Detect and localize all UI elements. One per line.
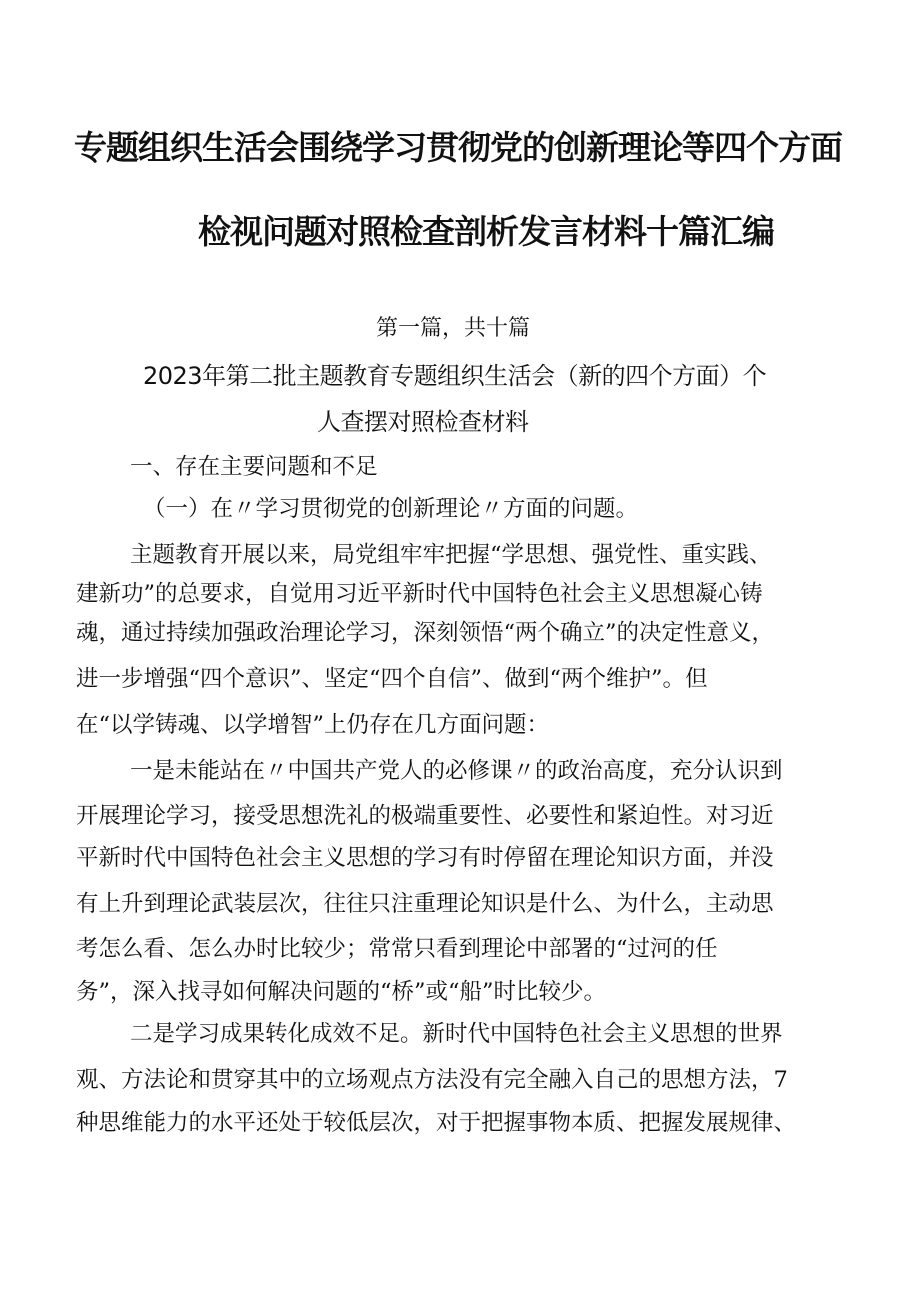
body-line: 务”，深入找寻如何解决问题的“桥”或“船”时比较少。 (76, 979, 607, 1005)
body-line: 主题教育开展以来，局党组牢牢把握“学思想、强党性、重实践、 (130, 542, 772, 568)
section-title-line-1: 2023年第二批主题教育专题组织生活会（新的四个方面）个 (143, 362, 767, 390)
body-line: 观、方法论和贯穿其中的立场观点方法没有完全融入自己的思想方法，7 (76, 1067, 788, 1093)
body-line: 开展理论学习，接受思想洗礼的极端重要性、必要性和紧迫性。对习近 (76, 803, 774, 829)
body-line: 建新功”的总要求，自觉用习近平新时代中国特色社会主义思想凝心铸 (76, 581, 763, 607)
body-line: 进一步增强“四个意识”、坚定“四个自信”、做到“两个维护”。但 (76, 666, 708, 692)
body-line: 一是未能站在〃中国共产党人的必修课〃的政治高度，充分认识到 (130, 758, 783, 784)
body-line: 在“以学铸魂、以学增智”上仍存在几方面问题： (76, 712, 550, 738)
heading-problems: 一、存在主要问题和不足 (130, 454, 378, 480)
subheading-theory: （一）在〃学习贯彻党的创新理论〃方面的问题。 (143, 496, 639, 522)
body-line: 平新时代中国特色社会主义思想的学习有时停留在理论知识方面，并没 (76, 845, 774, 871)
part-label: 第一篇，共十篇 (376, 316, 531, 341)
body-line: 二是学习成果转化成效不足。新时代中国特色社会主义思想的世界 (130, 1021, 783, 1047)
body-line: 魂，通过持续加强政治理论学习，深刻领悟“两个确立”的决定性意义， (76, 620, 775, 646)
document-title-line-2: 检视问题对照检查剖析发言材料十篇汇编 (198, 212, 774, 251)
body-line: 考怎么看、怎么办时比较少；常常只看到理论中部署的“过河的任 (76, 936, 718, 962)
section-title-line-2: 人查摆对照检查材料 (317, 408, 529, 436)
body-line: 有上升到理论武装层次，往往只注重理论知识是什么、为什么，主动思 (76, 891, 774, 917)
document-title-line-1: 专题组织生活会围绕学习贯彻党的创新理论等四个方面 (74, 128, 842, 167)
body-line: 种思维能力的水平还处于较低层次，对于把握事物本质、把握发展规律、 (76, 1110, 797, 1136)
